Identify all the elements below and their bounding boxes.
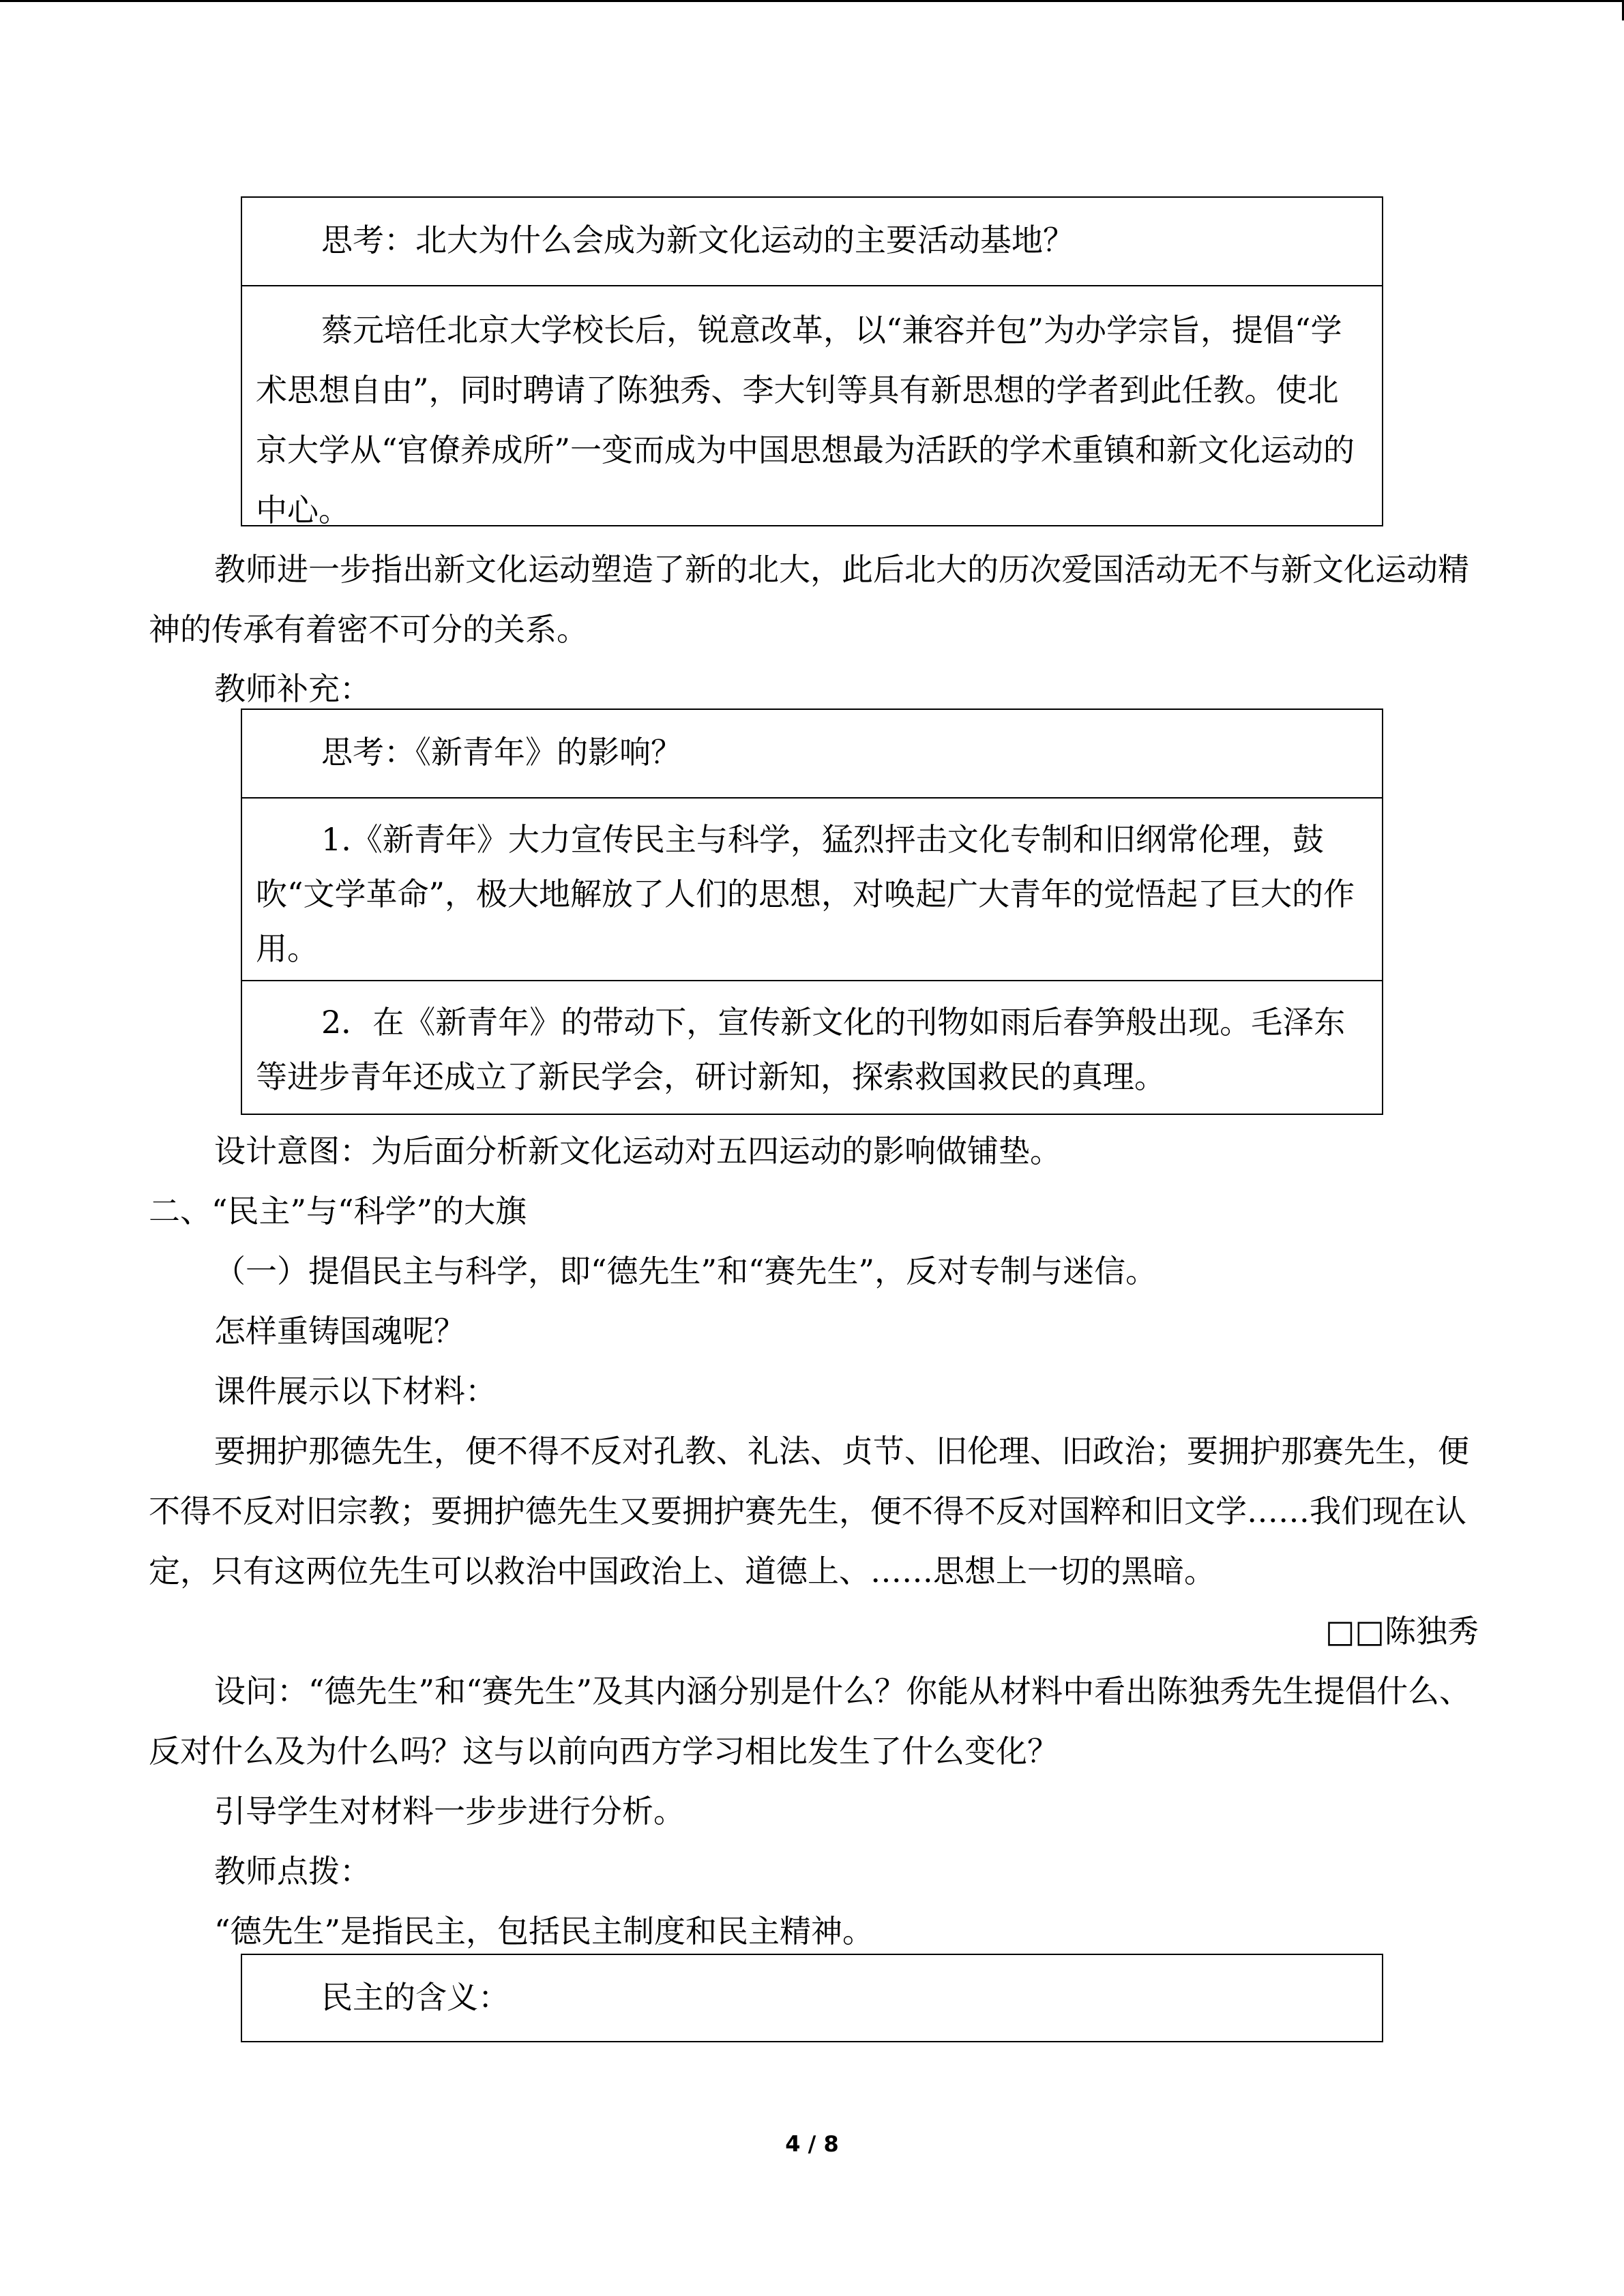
teacher-note-paragraph: 教师进一步指出新文化运动塑造了新的北大，此后北大的历次爱国活动无不与新文化运动精神的传承有着密不可分的关系。 bbox=[149, 551, 1469, 648]
chen-duxiu-quote: 要拥护那德先生，便不得不反对孔教、礼法、贞节、旧伦理、旧政治；要拥护那赛先生，便不得不反对旧宗教；要拥护德先生又要拥护赛先生，便不得不反对国粹和旧文学……我们现在认定，只有这两位先生可以救治中国政治上、道德上、……思想上一切的黑暗。 bbox=[149, 1433, 1469, 1590]
guide-line: 引导学生对材料一步步进行分析。 bbox=[214, 1793, 685, 1830]
question-line: 怎样重铸国魂呢？ bbox=[214, 1313, 465, 1350]
democracy-meaning-box bbox=[241, 1954, 1383, 2042]
question-box-peking-university bbox=[241, 196, 1383, 526]
courseware-label: 课件展示以下材料： bbox=[214, 1373, 497, 1410]
question-cell bbox=[242, 198, 1382, 285]
point-2-text: 2．在《新青年》的带动下，宣传新文化的刊物如雨后春笋般出现。毛泽东等进步青年还成立了新民学会，研讨新知，探索救国救民的真理。 bbox=[256, 1004, 1346, 1095]
teacher-tip-label: 教师点拨： bbox=[214, 1853, 371, 1890]
question-text: 思考：北大为什么会成为新文化运动的主要活动基地？ bbox=[321, 222, 1074, 258]
answer-cell bbox=[242, 285, 1382, 528]
point-cell-2 bbox=[242, 980, 1382, 1114]
democracy-definition: “德先生”是指民主，包括民主制度和民主精神。 bbox=[214, 1913, 874, 1950]
point-1-text: 1.《新青年》大力宣传民主与科学，猛烈抨击文化专制和旧纲常伦理，鼓吹“文学革命”，极大地解放了人们的思想，对唤起广大青年的觉悟起了巨大的作用。 bbox=[256, 821, 1355, 967]
subsection-title: （一）提倡民主与科学，即“德先生”和“赛先生”，反对专制与迷信。 bbox=[214, 1253, 1157, 1289]
top-border-line bbox=[0, 0, 1624, 2]
question-text: 思考：《新青年》的影响？ bbox=[321, 734, 682, 771]
page-number: 4 / 8 bbox=[785, 2131, 839, 2157]
answer-text: 蔡元培任北京大学校长后，锐意改革，以“兼容并包”为办学宗旨，提倡“学术思想自由”，同时聘请了陈独秀、李大钊等具有新思想的学者到此任教。使北京大学从“官僚养成所”一变而成为中国思想最为活跃的学术重镇和新文化运动的中心。 bbox=[256, 312, 1355, 528]
design-intent: 设计意图：为后面分析新文化运动对五四运动的影响做铺垫。 bbox=[214, 1133, 1061, 1169]
teacher-supplement-label: 教师补充： bbox=[214, 670, 371, 707]
section-title: 二、“民主”与“科学”的大旗 bbox=[149, 1193, 527, 1229]
question-cell bbox=[242, 710, 1382, 797]
democracy-meaning-label: 民主的含义： bbox=[321, 1979, 510, 2016]
question-box-new-youth bbox=[241, 709, 1383, 1115]
discussion-question: 设问：“德先生”和“赛先生”及其内涵分别是什么？你能从材料中看出陈独秀先生提倡什么、反对什么及为什么吗？这与以前向西方学习相比发生了什么变化？ bbox=[149, 1673, 1471, 1770]
quote-attribution: □□陈独秀 bbox=[1325, 1613, 1479, 1650]
point-cell-1 bbox=[242, 797, 1382, 980]
